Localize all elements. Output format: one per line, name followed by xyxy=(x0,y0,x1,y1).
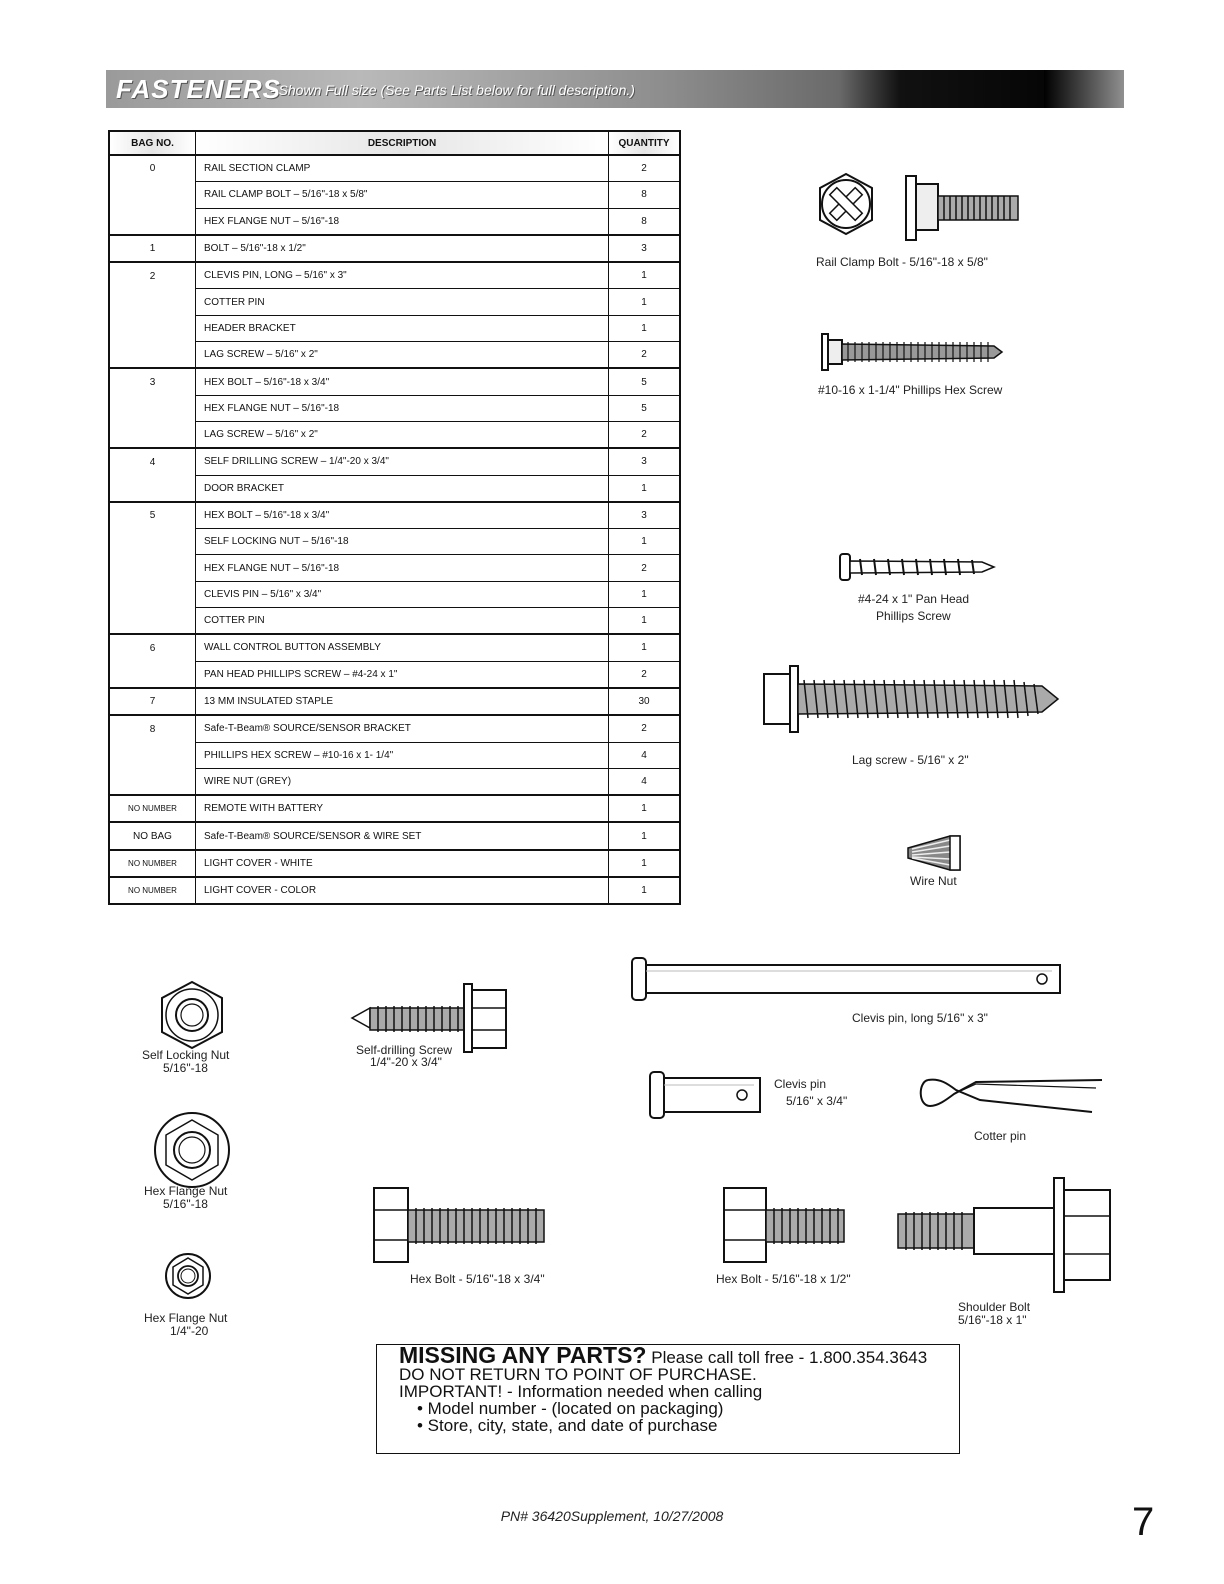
clevis-pin-short-caption-line2: 5/16" x 3/4" xyxy=(786,1094,848,1108)
description-cell: PHILLIPS HEX SCREW – #10-16 x 1- 1/4" xyxy=(196,742,609,768)
table-row xyxy=(109,448,680,475)
bag-number-cell: 6 xyxy=(109,634,196,661)
self-drilling-caption-line2: 1/4"-20 x 3/4" xyxy=(370,1055,442,1069)
hex-bolt-34-caption: Hex Bolt - 5/16"-18 x 3/4" xyxy=(410,1272,545,1286)
description-cell: SELF DRILLING SCREW – 1/4"-20 x 3/4" xyxy=(196,448,609,475)
header-bag-no: BAG NO. xyxy=(109,131,196,155)
table-row xyxy=(109,235,680,262)
quantity-cell: 5 xyxy=(609,395,681,421)
bag-number-cell: 1 xyxy=(109,235,196,262)
phillips-hex-screw-drawing xyxy=(818,330,1008,374)
table-row xyxy=(109,608,680,635)
quantity-cell: 1 xyxy=(609,608,681,635)
hex-flange-nut-516-caption-line2: 5/16"-18 xyxy=(163,1197,208,1211)
bag-number-cell: NO BAG xyxy=(109,822,196,849)
quantity-cell: 2 xyxy=(609,715,681,742)
description-cell: Safe-T-Beam® SOURCE/SENSOR BRACKET xyxy=(196,715,609,742)
parts-table xyxy=(108,130,681,905)
shoulder-bolt-caption-line1: Shoulder Bolt xyxy=(958,1300,1031,1314)
header-description: DESCRIPTION xyxy=(196,131,609,155)
description-cell: WIRE NUT (GREY) xyxy=(196,768,609,795)
quantity-cell: 1 xyxy=(609,262,681,289)
bag-number-cell: 4 xyxy=(109,448,196,475)
description-cell: CLEVIS PIN, LONG – 5/16" x 3" xyxy=(196,262,609,289)
table-row xyxy=(109,850,680,877)
bag-number-cell: 5 xyxy=(109,502,196,529)
cotter-pin-caption: Cotter pin xyxy=(974,1129,1027,1143)
quantity-cell: 1 xyxy=(609,795,681,822)
hex-flange-nut-14-caption-line2: 1/4"-20 xyxy=(170,1324,209,1338)
phillips-hex-screw-caption: #10-16 x 1-1/4" Phillips Hex Screw xyxy=(818,383,1003,397)
section-banner xyxy=(106,70,1124,108)
quantity-cell: 3 xyxy=(609,448,681,475)
clevis-pin-short-caption-line1: Clevis pin xyxy=(774,1077,827,1091)
bag-number-cell xyxy=(109,475,196,502)
description-cell: CLEVIS PIN – 5/16" x 3/4" xyxy=(196,581,609,607)
bullet-model-number: • Model number - (located on packaging) xyxy=(417,1399,724,1418)
quantity-cell: 3 xyxy=(609,235,681,262)
clevis-pin-long-drawing xyxy=(630,956,1066,1002)
hex-flange-nut-516-caption-line1: Hex Flange Nut xyxy=(144,1184,228,1198)
bag-number-cell: 7 xyxy=(109,688,196,715)
table-row xyxy=(109,289,680,315)
description-cell: HEX FLANGE NUT – 5/16"-18 xyxy=(196,208,609,235)
quantity-cell: 1 xyxy=(609,289,681,315)
description-cell: RAIL CLAMP BOLT – 5/16"-18 x 5/8" xyxy=(196,182,609,208)
hex-bolt-34-drawing xyxy=(370,1180,550,1270)
table-row xyxy=(109,661,680,688)
bag-number-cell: 3 xyxy=(109,368,196,395)
bag-number-cell xyxy=(109,608,196,635)
description-cell: DOOR BRACKET xyxy=(196,475,609,502)
self-locking-nut-caption-line1: Self Locking Nut xyxy=(142,1048,230,1062)
hex-flange-nut-14-drawing xyxy=(164,1252,212,1300)
quantity-cell: 2 xyxy=(609,155,681,182)
hex-flange-nut-14-caption-line1: Hex Flange Nut xyxy=(144,1311,228,1325)
table-row xyxy=(109,688,680,715)
quantity-cell: 5 xyxy=(609,368,681,395)
description-cell: REMOTE WITH BATTERY xyxy=(196,795,609,822)
missing-parts-box xyxy=(376,1344,960,1454)
table-row xyxy=(109,475,680,502)
page-number: 7 xyxy=(1132,1500,1155,1544)
table-header-row xyxy=(109,131,680,155)
table-row xyxy=(109,768,680,795)
bag-number-cell xyxy=(109,421,196,448)
quantity-cell: 1 xyxy=(609,877,681,904)
description-cell: HEX BOLT – 5/16"-18 x 3/4" xyxy=(196,502,609,529)
bag-number-cell xyxy=(109,395,196,421)
clevis-pin-short-drawing xyxy=(648,1070,764,1120)
description-cell: LAG SCREW – 5/16" x 2" xyxy=(196,421,609,448)
bag-number-cell: 2 xyxy=(109,262,196,289)
lag-screw-drawing xyxy=(762,664,1062,734)
wire-nut-drawing xyxy=(904,832,964,874)
description-cell: HEADER BRACKET xyxy=(196,315,609,341)
parts-table-body xyxy=(109,155,680,904)
description-cell: COTTER PIN xyxy=(196,289,609,315)
table-row xyxy=(109,742,680,768)
self-drilling-caption-line1: Self-drilling Screw xyxy=(356,1043,453,1057)
table-row xyxy=(109,155,680,182)
quantity-cell: 1 xyxy=(609,581,681,607)
toll-free-number: Please call toll free - 1.800.354.3643 xyxy=(651,1348,928,1367)
table-row xyxy=(109,529,680,555)
bag-number-cell: 0 xyxy=(109,155,196,182)
description-cell: BOLT – 5/16"-18 x 1/2" xyxy=(196,235,609,262)
footer-part-number: PN# 36420Supplement, 10/27/2008 xyxy=(500,1508,724,1524)
quantity-cell: 1 xyxy=(609,475,681,502)
table-row xyxy=(109,395,680,421)
clevis-pin-long-caption: Clevis pin, long 5/16" x 3" xyxy=(852,1011,988,1025)
banner-title: FASTENERS xyxy=(116,74,282,104)
quantity-cell: 1 xyxy=(609,822,681,849)
header-quantity: QUANTITY xyxy=(609,131,681,155)
description-cell: HEX BOLT – 5/16"-18 x 3/4" xyxy=(196,368,609,395)
bag-number-cell: NO NUMBER xyxy=(109,850,196,877)
do-not-return-text: DO NOT RETURN TO POINT OF PURCHASE. xyxy=(399,1365,757,1384)
quantity-cell: 1 xyxy=(609,634,681,661)
bullet-store-info: • Store, city, state, and date of purchase xyxy=(417,1416,718,1435)
bag-number-cell xyxy=(109,182,196,208)
pan-head-screw-drawing xyxy=(838,552,998,582)
table-row xyxy=(109,581,680,607)
description-cell: Safe-T-Beam® SOURCE/SENSOR & WIRE SET xyxy=(196,822,609,849)
quantity-cell: 1 xyxy=(609,315,681,341)
description-cell: LAG SCREW – 5/16" x 2" xyxy=(196,342,609,369)
quantity-cell: 1 xyxy=(609,529,681,555)
bag-number-cell xyxy=(109,581,196,607)
shoulder-bolt-caption-line2: 5/16"-18 x 1" xyxy=(958,1313,1027,1327)
missing-headline-line xyxy=(399,1342,937,1368)
pan-head-caption-line1: #4-24 x 1" Pan Head xyxy=(858,592,969,606)
table-row xyxy=(109,208,680,235)
quantity-cell: 8 xyxy=(609,182,681,208)
bag-number-cell xyxy=(109,768,196,795)
description-cell: HEX FLANGE NUT – 5/16"-18 xyxy=(196,555,609,581)
wire-nut-caption: Wire Nut xyxy=(910,874,957,888)
shoulder-bolt-drawing xyxy=(894,1176,1116,1294)
description-cell: 13 MM INSULATED STAPLE xyxy=(196,688,609,715)
bag-number-cell xyxy=(109,742,196,768)
description-cell: SELF LOCKING NUT – 5/16"-18 xyxy=(196,529,609,555)
description-cell: COTTER PIN xyxy=(196,608,609,635)
bag-number-cell xyxy=(109,661,196,688)
bag-number-cell xyxy=(109,208,196,235)
description-cell: LIGHT COVER - WHITE xyxy=(196,850,609,877)
pan-head-caption-line2: Phillips Screw xyxy=(876,609,951,623)
table-row xyxy=(109,421,680,448)
table-row xyxy=(109,795,680,822)
table-row xyxy=(109,715,680,742)
table-row xyxy=(109,822,680,849)
bag-number-cell: NO NUMBER xyxy=(109,877,196,904)
quantity-cell: 2 xyxy=(609,342,681,369)
table-row xyxy=(109,182,680,208)
description-cell: LIGHT COVER - COLOR xyxy=(196,877,609,904)
banner-subtitle: - Shown Full size (See Parts List below for full description.) xyxy=(270,82,635,98)
rail-clamp-bolt-drawing xyxy=(808,170,1028,250)
quantity-cell: 8 xyxy=(609,208,681,235)
description-cell: PAN HEAD PHILLIPS SCREW – #4-24 x 1" xyxy=(196,661,609,688)
hex-flange-nut-516-drawing xyxy=(152,1110,232,1190)
bag-number-cell: NO NUMBER xyxy=(109,795,196,822)
self-locking-nut-drawing xyxy=(156,980,228,1050)
cotter-pin-drawing xyxy=(916,1070,1108,1116)
bag-number-cell xyxy=(109,289,196,315)
description-cell: RAIL SECTION CLAMP xyxy=(196,155,609,182)
rail-clamp-bolt-caption: Rail Clamp Bolt - 5/16"-18 x 5/8" xyxy=(816,255,988,269)
description-cell: WALL CONTROL BUTTON ASSEMBLY xyxy=(196,634,609,661)
table-row xyxy=(109,342,680,369)
quantity-cell: 4 xyxy=(609,768,681,795)
bag-number-cell xyxy=(109,342,196,369)
description-cell: HEX FLANGE NUT – 5/16"-18 xyxy=(196,395,609,421)
table-row xyxy=(109,315,680,341)
hex-bolt-12-drawing xyxy=(720,1180,850,1270)
table-row xyxy=(109,368,680,395)
table-row xyxy=(109,634,680,661)
quantity-cell: 30 xyxy=(609,688,681,715)
table-row xyxy=(109,262,680,289)
quantity-cell: 2 xyxy=(609,661,681,688)
lag-screw-caption: Lag screw - 5/16" x 2" xyxy=(852,753,969,767)
missing-headline: MISSING ANY PARTS? xyxy=(399,1342,647,1368)
bag-number-cell xyxy=(109,315,196,341)
quantity-cell: 2 xyxy=(609,421,681,448)
bag-number-cell: 8 xyxy=(109,715,196,742)
table-row xyxy=(109,555,680,581)
table-row xyxy=(109,877,680,904)
bag-number-cell xyxy=(109,529,196,555)
quantity-cell: 1 xyxy=(609,850,681,877)
self-locking-nut-caption-line2: 5/16"-18 xyxy=(163,1061,208,1075)
quantity-cell: 3 xyxy=(609,502,681,529)
quantity-cell: 4 xyxy=(609,742,681,768)
bag-number-cell xyxy=(109,555,196,581)
quantity-cell: 2 xyxy=(609,555,681,581)
hex-bolt-12-caption: Hex Bolt - 5/16"-18 x 1/2" xyxy=(716,1272,851,1286)
important-text: IMPORTANT! - Information needed when calling xyxy=(399,1382,763,1401)
table-row xyxy=(109,502,680,529)
